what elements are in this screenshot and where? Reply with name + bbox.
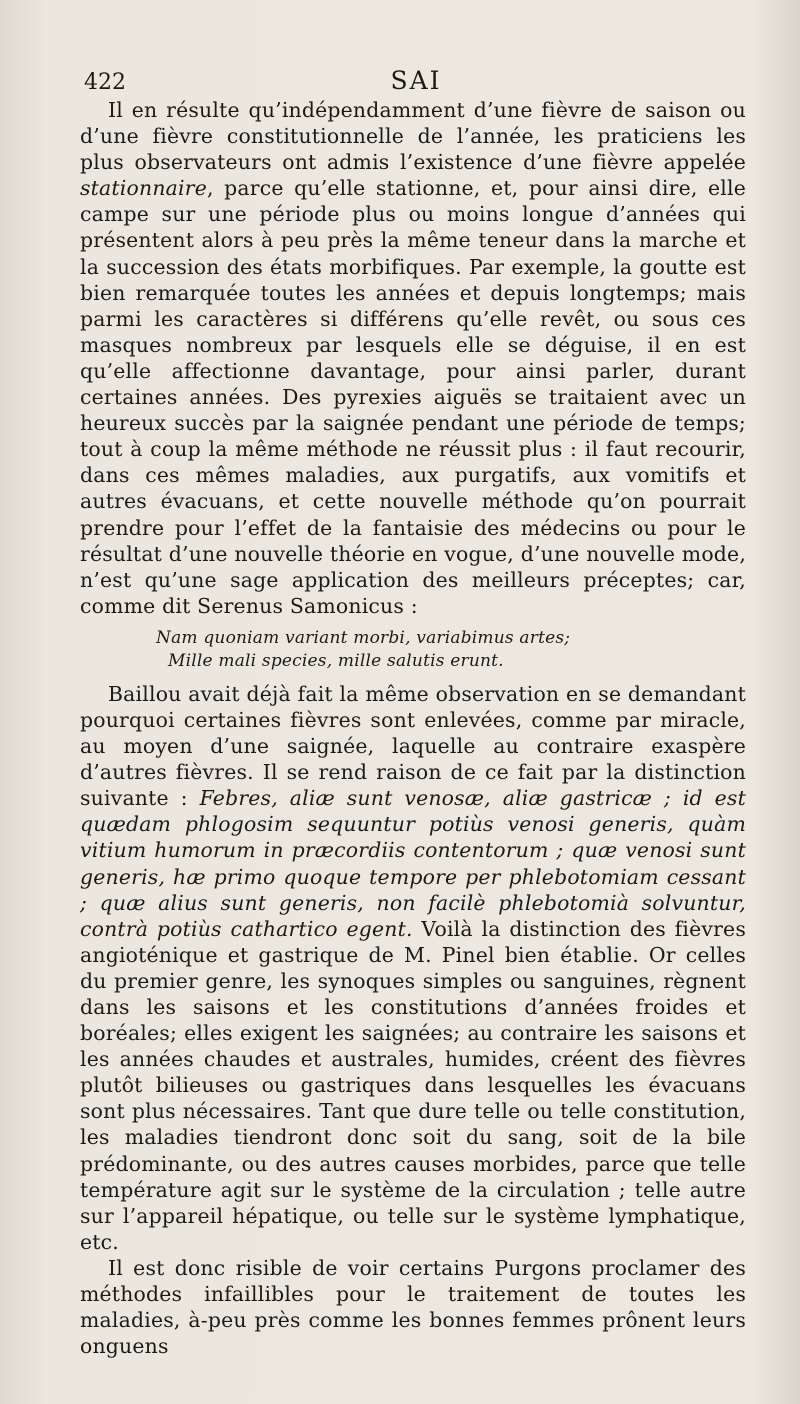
page-number: 422 bbox=[84, 70, 126, 95]
verse-line-2: Mille mali species, mille salutis erunt. bbox=[168, 650, 504, 671]
verse-line-1: Nam quoniam variant morbi, variabimus artes; bbox=[156, 627, 571, 648]
running-head: SAI bbox=[390, 66, 442, 95]
paragraph-3: Il est donc risible de voir certains Purgons proclamer des méthodes infaillibles pour le traitement de toutes les maladies, à-peu près comme les bonnes femmes prônent leurs onguens bbox=[80, 1255, 746, 1359]
page-header bbox=[84, 66, 748, 100]
page-body bbox=[80, 97, 746, 1359]
paragraph-2-text-b: Voilà la distinction des fièvres angioténique et gastrique de M. Pinel bien établie. Or celles du premier genre, les synoques simples ou sanguines, règnent dans les saisons et les constitutions d’années froides et boréales; elles exigent les saignées; au contraire les saisons et les années chaudes et australes, humides, créent des fièvres plutôt bilieuses ou gastriques dans lesquelles les évacuans sont plus nécessaires. Tant que dure telle ou telle constitution, les maladies tiendront donc soit du sang, soit de la bile prédominante, ou des autres causes morbides, parce que telle température agit sur le système de la circulation ; telle autre sur l’appareil hépatique, ou telle sur le système lymphatique, etc. bbox=[80, 916, 746, 1254]
paragraph-2-latin-quote: Febres, aliæ sunt venosæ, aliæ gastricæ ; id est quædam phlogosim sequuntur potiùs venosi generis, quàm vitium humorum in præcordiis contentorum ; quæ venosi sunt generis, hæ primo quoque tempore per phlebotomiam cessant ; quæ alius sunt generis, non facilè phlebotomià solvuntur, contrà potiùs cathartico egent. bbox=[80, 786, 746, 941]
paragraph-1-italic: stationnaire bbox=[80, 176, 207, 201]
paragraph-2-text-a: Baillou avait déjà fait la même observation en se demandant pourquoi certaines fièvres sont enlevées, comme par miracle, au moyen d’une saignée, laquelle au contraire exaspère d’autres fièvres. Il se rend raison de ce fait par la distinction suivante : bbox=[80, 681, 746, 811]
paragraph-2 bbox=[80, 681, 746, 1255]
paragraph-1 bbox=[80, 97, 746, 619]
paragraph-1-text-a: Il en résulte qu’indépendamment d’une fièvre de saison ou d’une fièvre constitutionnelle de l’année, les praticiens les plus observateurs ont admis l’existence d’une fièvre appelée bbox=[80, 98, 746, 175]
latin-verse-quote bbox=[80, 627, 746, 673]
paragraph-1-text-b: , parce qu’elle stationne, et, pour ainsi dire, elle campe sur une période plus ou moins longue d’années qui présentent alors à peu près la même teneur dans la marche et la succession des états morbifiques. Par exemple, la goutte est bien remarquée toutes les années et depuis longtemps; mais parmi les caractères si différens qu’elle revêt, ou sous ces masques nombreux par lesquels elle se déguise, il en est qu’elle affectionne davantage, pour ainsi parler, durant certaines années. Des pyrexies aiguës se traitaient avec un heureux succès par la saignée pendant une période de temps; tout à coup la même méthode ne réussit plus : il faut recourir, dans ces mêmes maladies, aux purgatifs, aux vomitifs et autres évacuans, et cette nouvelle méthode qu’on pourrait prendre pour l’effet de la fantaisie des médecins ou pour le résultat d’une nouvelle théorie en vogue, d’une nouvelle mode, n’est qu’une sage application des meilleurs préceptes; car, comme dit Serenus Samonicus : bbox=[80, 176, 746, 618]
